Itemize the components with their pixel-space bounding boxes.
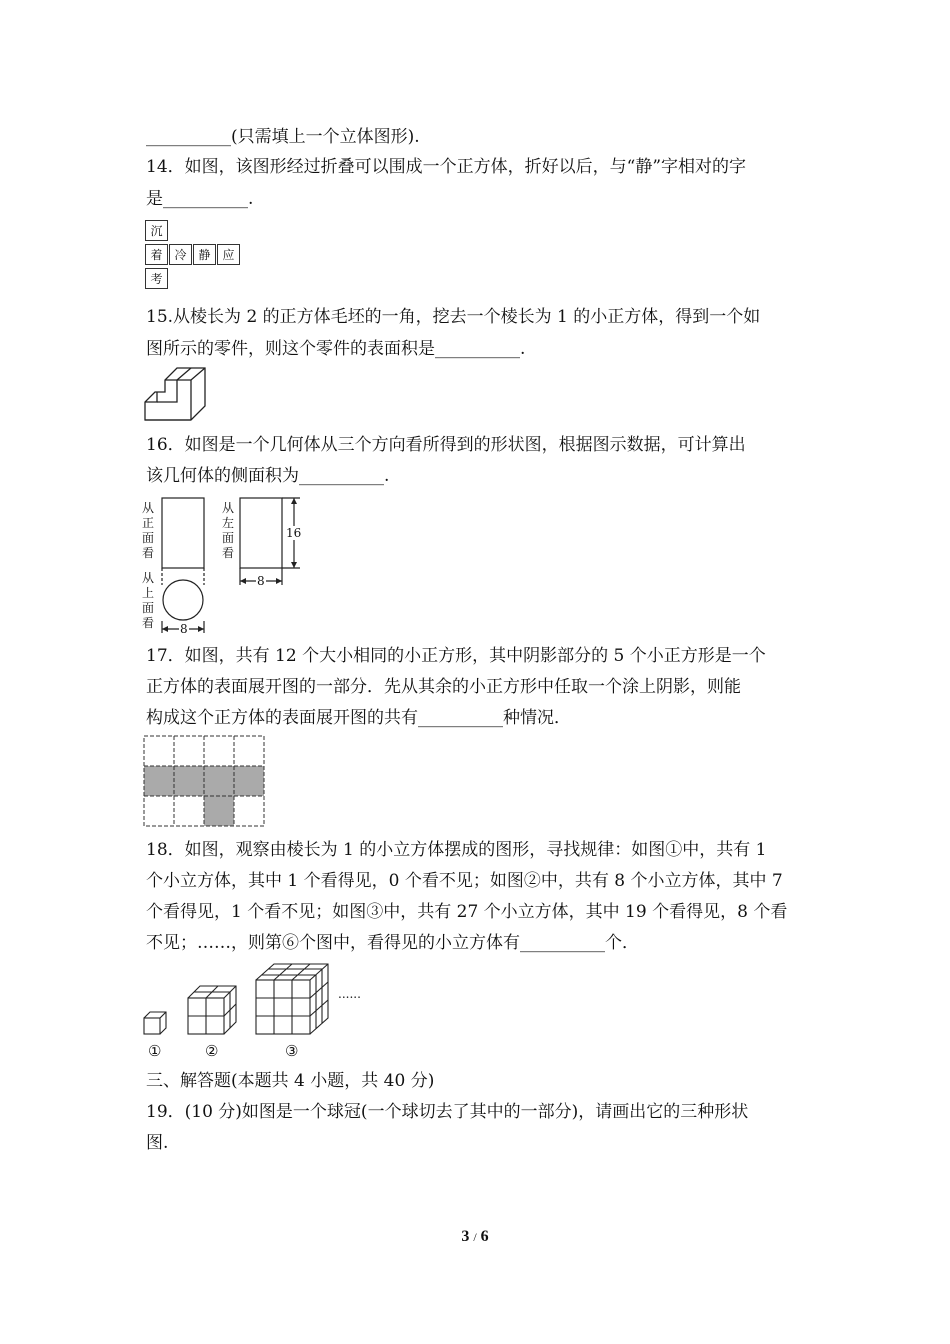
q19-line2: 图. (146, 1133, 169, 1153)
cube-net-figure (145, 220, 245, 292)
cube-dots: ...... (338, 987, 361, 1001)
three-views-figure (140, 495, 310, 637)
q18-line3: 个看得见，1 个看不见；如图③中，共有 27 个小立方体，其中 19 个看得见，8 个看 (146, 902, 788, 922)
q13-tail: __________(只需填上一个立体图形). (146, 127, 420, 147)
square-grid-figure (143, 735, 265, 829)
page-current: 3 (461, 1228, 470, 1245)
q14-line1: 14．如图，该图形经过折叠可以围成一个正方体，折好以后，与“静”字相对的字 (146, 157, 747, 177)
front-view-label: 从正面看 (142, 501, 155, 560)
left-view-label: 从左面看 (222, 501, 235, 560)
q19-line1: 19．(10 分)如图是一个球冠(一个球切去了其中的一部分)，请画出它的三种形状 (146, 1102, 749, 1122)
three-views-drawing (140, 495, 310, 637)
page-number (0, 1228, 950, 1246)
q17-line2: 正方体的表面展开图的一部分．先从其余的小正方形中任取一个涂上阴影，则能 (146, 677, 741, 697)
q16-line2: 该几何体的侧面积为__________. (146, 466, 390, 486)
cube-label-2: ② (205, 1042, 219, 1060)
net-cell-bottom: 考 (145, 268, 168, 289)
q14-line2: 是__________. (146, 189, 254, 209)
net-cell-top: 沉 (145, 220, 168, 241)
q17-line3: 构成这个正方体的表面展开图的共有__________种情况． (146, 708, 571, 728)
q15-line1: 15.从棱长为 2 的正方体毛坯的一角，挖去一个棱长为 1 的小正方体，得到一个如 (146, 307, 761, 327)
cube-part-figure (143, 366, 207, 422)
q17-line1: 17．如图，共有 12 个大小相同的小正方形，其中阴影部分的 5 个小正方形是一个 (146, 646, 766, 666)
net-cell: 着 (145, 244, 168, 265)
left-width-label: 8 (257, 574, 265, 588)
page-separator: / (473, 1230, 477, 1244)
cube-label-3: ③ (285, 1042, 299, 1060)
page-total: 6 (480, 1228, 489, 1245)
q18-line4: 不见；……，则第⑥个图中，看得见的小立方体有__________个． (146, 933, 639, 953)
cube-label-1: ① (148, 1042, 162, 1060)
net-cell: 静 (193, 244, 216, 265)
section-3-heading: 三、解答题(本题共 4 小题，共 40 分) (146, 1071, 435, 1091)
q16-line1: 16．如图是一个几何体从三个方向看所得到的形状图，根据图示数据，可计算出 (146, 435, 746, 455)
q15-line2: 图所示的零件，则这个零件的表面积是__________. (146, 339, 526, 359)
q18-line1: 18．如图，观察由棱长为 1 的小立方体摆成的图形，寻找规律：如图①中，共有 1 (146, 840, 767, 860)
top-view-label: 从上面看 (142, 571, 155, 630)
q18-line2: 个小立方体，其中 1 个看得见，0 个看不见；如图②中，共有 8 个小立方体，其中 7 (146, 871, 783, 891)
net-cell: 冷 (169, 244, 192, 265)
top-width-label: 8 (180, 622, 188, 636)
height-label: 16 (286, 526, 302, 540)
net-cell: 应 (217, 244, 240, 265)
cube-stack-figure (140, 962, 370, 1036)
